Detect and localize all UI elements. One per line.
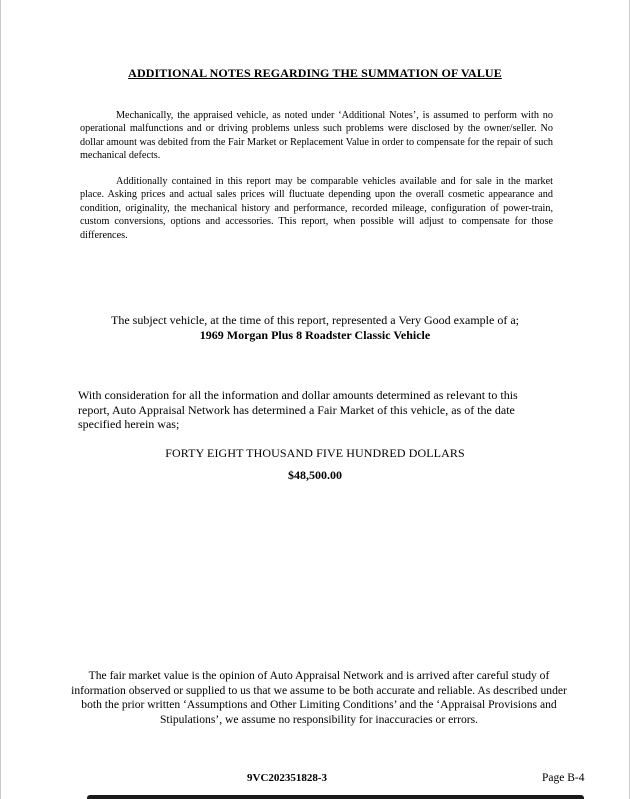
section-title: ADDITIONAL NOTES REGARDING THE SUMMATION OF VALUE	[128, 66, 502, 80]
mechanical-notes-paragraph: Mechanically, the appraised vehicle, as noted under ‘Additional Notes’, is assumed to perform with no operational malfunctions and or driving problems unless such problems were disclosed by the owner/seller. No dollar amount was debited from the Fair Market or Replacement Value in order to compensate for the repair of such mechanical defects.	[80, 110, 553, 162]
value-amount: $48,500.00	[288, 468, 342, 482]
viewer-bottom-edge	[87, 795, 584, 799]
disclaimer-paragraph: The fair market value is the opinion of Auto Appraisal Network and is arrived after careful study of information observed or supplied to us that we assume to be both accurate and reliable. As described under both the prior written ‘Assumptions and Other Limiting Conditions’ and the ‘Appraisal Provisions and Stipulations’, we assume no responsibility for inaccuracies or errors.	[71, 669, 567, 726]
vehicle-name: 1969 Morgan Plus 8 Roadster Classic Vehicle	[199, 328, 431, 342]
comparables-paragraph: Additionally contained in this report may be comparable vehicles available and for sale in the market place. Asking prices and actual sales prices will fluctuate depending upon the overall cosmetic appearance and condition, originality, the mechanical history and performance, recorded mileage, configuration of power-train, custom conversions, options and accessories. This report, when possible will adjust to compensate for those differences.	[80, 176, 553, 241]
value-in-words: FORTY EIGHT THOUSAND FIVE HUNDRED DOLLARS	[165, 446, 465, 460]
page-number: Page B-4	[542, 772, 585, 784]
document-id: 9VC202351828-3	[247, 772, 328, 784]
subject-vehicle-line: The subject vehicle, at the time of this report, represented a Very Good example of a;	[111, 313, 519, 327]
consideration-paragraph: With consideration for all the information and dollar amounts determined as relevant to this report, Auto Appraisal Network has determined a Fair Market of this vehicle, as of the date specified herein was;	[78, 388, 518, 432]
